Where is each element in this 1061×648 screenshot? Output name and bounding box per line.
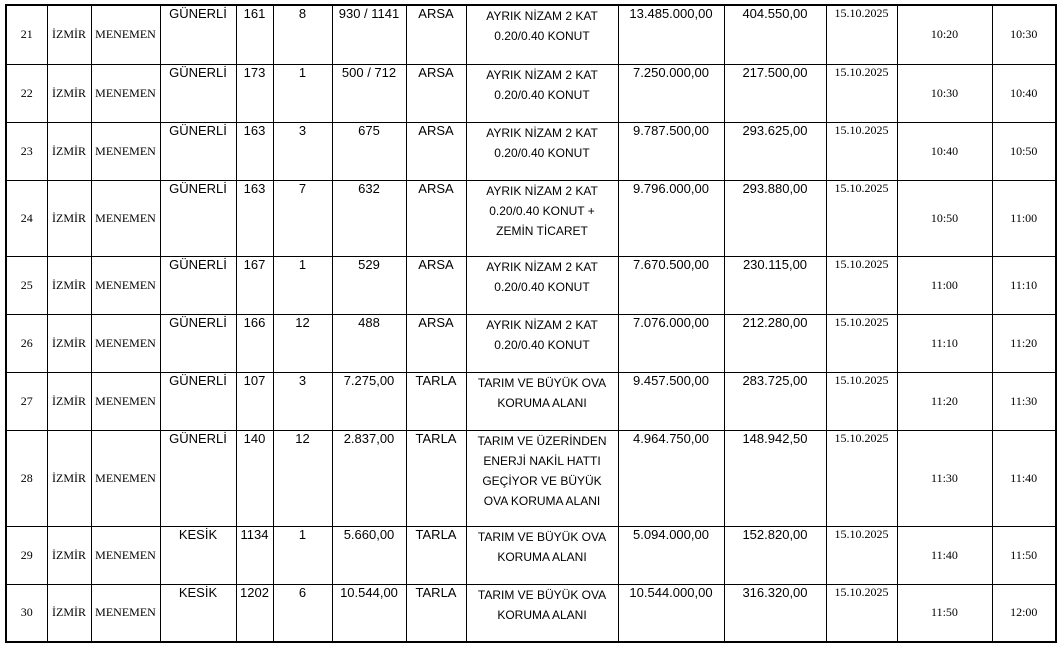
parcel-number-cell: 3 xyxy=(273,122,332,180)
area-cell: 632 xyxy=(332,180,406,256)
estimated-value-cell: 9.796.000,00 xyxy=(618,180,724,256)
guarantee-amount-cell: 293.880,00 xyxy=(724,180,826,256)
auction-date-cell: 15.10.2025 xyxy=(826,584,897,642)
area-cell: 488 xyxy=(332,314,406,372)
estimated-value-cell: 9.457.500,00 xyxy=(618,372,724,430)
start-time-cell: 10:40 xyxy=(897,122,992,180)
district-cell: MENEMEN xyxy=(91,526,160,584)
district-cell: MENEMEN xyxy=(91,64,160,122)
district-cell: MENEMEN xyxy=(91,584,160,642)
property-type-cell: TARLA xyxy=(406,372,466,430)
zoning-line: 0.20/0.40 KONUT xyxy=(494,337,590,352)
auction-date-cell: 15.10.2025 xyxy=(826,526,897,584)
end-time-cell: 11:40 xyxy=(992,430,1056,526)
end-time-cell: 10:30 xyxy=(992,5,1056,64)
zoning-status-cell xyxy=(466,256,618,314)
neighborhood-cell: GÜNERLİ xyxy=(160,180,236,256)
auction-date-cell: 15.10.2025 xyxy=(826,180,897,256)
parcel-number-cell: 8 xyxy=(273,5,332,64)
table-row xyxy=(6,584,1056,642)
end-time-cell: 11:30 xyxy=(992,372,1056,430)
block-number-cell: 107 xyxy=(236,372,273,430)
start-time-cell: 11:40 xyxy=(897,526,992,584)
zoning-line: GEÇİYOR VE BÜYÜK xyxy=(482,473,602,488)
estimated-value-cell: 4.964.750,00 xyxy=(618,430,724,526)
end-time-cell: 11:50 xyxy=(992,526,1056,584)
row-number-cell: 25 xyxy=(6,256,47,314)
auction-date-cell: 15.10.2025 xyxy=(826,5,897,64)
zoning-line: KORUMA ALANI xyxy=(497,395,587,410)
zoning-line: ENERJİ NAKİL HATTI xyxy=(483,453,601,468)
block-number-cell: 166 xyxy=(236,314,273,372)
property-type-cell: ARSA xyxy=(406,180,466,256)
zoning-status-cell xyxy=(466,5,618,64)
neighborhood-cell: GÜNERLİ xyxy=(160,5,236,64)
block-number-cell: 1202 xyxy=(236,584,273,642)
auction-date-cell: 15.10.2025 xyxy=(826,122,897,180)
table-row xyxy=(6,256,1056,314)
row-number-cell: 30 xyxy=(6,584,47,642)
area-cell: 2.837,00 xyxy=(332,430,406,526)
table-row xyxy=(6,122,1056,180)
district-cell: MENEMEN xyxy=(91,122,160,180)
neighborhood-cell: GÜNERLİ xyxy=(160,256,236,314)
province-cell: İZMİR xyxy=(47,122,91,180)
neighborhood-cell: GÜNERLİ xyxy=(160,430,236,526)
province-cell: İZMİR xyxy=(47,256,91,314)
neighborhood-cell: KESİK xyxy=(160,584,236,642)
start-time-cell: 11:00 xyxy=(897,256,992,314)
end-time-cell: 10:40 xyxy=(992,64,1056,122)
neighborhood-cell: GÜNERLİ xyxy=(160,372,236,430)
row-number-cell: 21 xyxy=(6,5,47,64)
zoning-line: AYRIK NİZAM 2 KAT xyxy=(486,67,598,82)
parcel-number-cell: 1 xyxy=(273,526,332,584)
zoning-status-cell xyxy=(466,584,618,642)
zoning-line: TARIM VE ÜZERİNDEN xyxy=(477,433,607,448)
zoning-line: AYRIK NİZAM 2 KAT xyxy=(486,317,598,332)
property-type-cell: ARSA xyxy=(406,64,466,122)
zoning-line: TARIM VE BÜYÜK OVA xyxy=(477,375,607,390)
table-row xyxy=(6,526,1056,584)
zoning-line: 0.20/0.40 KONUT xyxy=(494,145,590,160)
auction-date-cell: 15.10.2025 xyxy=(826,314,897,372)
area-cell: 5.660,00 xyxy=(332,526,406,584)
start-time-cell: 11:20 xyxy=(897,372,992,430)
province-cell: İZMİR xyxy=(47,526,91,584)
parcel-number-cell: 1 xyxy=(273,64,332,122)
province-cell: İZMİR xyxy=(47,64,91,122)
parcel-number-cell: 1 xyxy=(273,256,332,314)
auction-date-cell: 15.10.2025 xyxy=(826,64,897,122)
start-time-cell: 10:50 xyxy=(897,180,992,256)
neighborhood-cell: KESİK xyxy=(160,526,236,584)
row-number-cell: 24 xyxy=(6,180,47,256)
property-type-cell: ARSA xyxy=(406,5,466,64)
zoning-status-cell xyxy=(466,64,618,122)
zoning-status-cell xyxy=(466,430,618,526)
auction-date-cell: 15.10.2025 xyxy=(826,372,897,430)
property-type-cell: TARLA xyxy=(406,584,466,642)
auction-date-cell: 15.10.2025 xyxy=(826,256,897,314)
district-cell: MENEMEN xyxy=(91,372,160,430)
parcel-number-cell: 12 xyxy=(273,314,332,372)
estimated-value-cell: 7.670.500,00 xyxy=(618,256,724,314)
parcel-number-cell: 12 xyxy=(273,430,332,526)
row-number-cell: 27 xyxy=(6,372,47,430)
zoning-line: KORUMA ALANI xyxy=(497,549,587,564)
neighborhood-cell: GÜNERLİ xyxy=(160,314,236,372)
zoning-line: AYRIK NİZAM 2 KAT xyxy=(486,125,598,140)
district-cell: MENEMEN xyxy=(91,430,160,526)
zoning-status-cell xyxy=(466,122,618,180)
zoning-line: KORUMA ALANI xyxy=(497,607,587,622)
parcel-number-cell: 6 xyxy=(273,584,332,642)
guarantee-amount-cell: 230.115,00 xyxy=(724,256,826,314)
estimated-value-cell: 9.787.500,00 xyxy=(618,122,724,180)
zoning-status-cell xyxy=(466,314,618,372)
guarantee-amount-cell: 217.500,00 xyxy=(724,64,826,122)
zoning-line: TARIM VE BÜYÜK OVA xyxy=(477,529,607,544)
guarantee-amount-cell: 293.625,00 xyxy=(724,122,826,180)
row-number-cell: 26 xyxy=(6,314,47,372)
start-time-cell: 10:30 xyxy=(897,64,992,122)
province-cell: İZMİR xyxy=(47,584,91,642)
zoning-status-cell xyxy=(466,372,618,430)
estimated-value-cell: 7.250.000,00 xyxy=(618,64,724,122)
table-row xyxy=(6,5,1056,64)
district-cell: MENEMEN xyxy=(91,5,160,64)
start-time-cell: 10:20 xyxy=(897,5,992,64)
block-number-cell: 1134 xyxy=(236,526,273,584)
block-number-cell: 163 xyxy=(236,122,273,180)
parcel-number-cell: 3 xyxy=(273,372,332,430)
province-cell: İZMİR xyxy=(47,180,91,256)
row-number-cell: 23 xyxy=(6,122,47,180)
zoning-status-cell xyxy=(466,180,618,256)
end-time-cell: 11:20 xyxy=(992,314,1056,372)
area-cell: 7.275,00 xyxy=(332,372,406,430)
property-type-cell: TARLA xyxy=(406,526,466,584)
area-cell: 500 / 712 xyxy=(332,64,406,122)
block-number-cell: 161 xyxy=(236,5,273,64)
block-number-cell: 140 xyxy=(236,430,273,526)
estimated-value-cell: 13.485.000,00 xyxy=(618,5,724,64)
district-cell: MENEMEN xyxy=(91,180,160,256)
end-time-cell: 11:00 xyxy=(992,180,1056,256)
auction-date-cell: 15.10.2025 xyxy=(826,430,897,526)
guarantee-amount-cell: 152.820,00 xyxy=(724,526,826,584)
zoning-line: 0.20/0.40 KONUT + xyxy=(489,203,595,218)
table-row xyxy=(6,430,1056,526)
start-time-cell: 11:10 xyxy=(897,314,992,372)
area-cell: 675 xyxy=(332,122,406,180)
parcel-number-cell: 7 xyxy=(273,180,332,256)
property-type-cell: ARSA xyxy=(406,122,466,180)
zoning-line: ZEMİN TİCARET xyxy=(496,223,588,238)
province-cell: İZMİR xyxy=(47,372,91,430)
zoning-line: AYRIK NİZAM 2 KAT xyxy=(486,9,598,23)
area-cell: 930 / 1141 xyxy=(332,5,406,64)
estimated-value-cell: 10.544.000,00 xyxy=(618,584,724,642)
end-time-cell: 11:10 xyxy=(992,256,1056,314)
end-time-cell: 10:50 xyxy=(992,122,1056,180)
block-number-cell: 173 xyxy=(236,64,273,122)
guarantee-amount-cell: 316.320,00 xyxy=(724,584,826,642)
zoning-line: 0.20/0.40 KONUT xyxy=(494,29,590,43)
area-cell: 529 xyxy=(332,256,406,314)
zoning-line: OVA KORUMA ALANI xyxy=(483,493,601,508)
zoning-line: 0.20/0.40 KONUT xyxy=(494,87,590,102)
zoning-status-cell xyxy=(466,526,618,584)
province-cell: İZMİR xyxy=(47,314,91,372)
district-cell: MENEMEN xyxy=(91,314,160,372)
guarantee-amount-cell: 404.550,00 xyxy=(724,5,826,64)
table-row xyxy=(6,372,1056,430)
property-type-cell: ARSA xyxy=(406,314,466,372)
block-number-cell: 163 xyxy=(236,180,273,256)
neighborhood-cell: GÜNERLİ xyxy=(160,122,236,180)
property-type-cell: TARLA xyxy=(406,430,466,526)
auction-parcel-table xyxy=(5,4,1057,643)
zoning-line: AYRIK NİZAM 2 KAT xyxy=(486,183,598,198)
table-row xyxy=(6,180,1056,256)
district-cell: MENEMEN xyxy=(91,256,160,314)
start-time-cell: 11:30 xyxy=(897,430,992,526)
block-number-cell: 167 xyxy=(236,256,273,314)
area-cell: 10.544,00 xyxy=(332,584,406,642)
start-time-cell: 11:50 xyxy=(897,584,992,642)
row-number-cell: 28 xyxy=(6,430,47,526)
zoning-line: TARIM VE BÜYÜK OVA xyxy=(477,587,607,602)
zoning-line: 0.20/0.40 KONUT xyxy=(494,279,590,294)
neighborhood-cell: GÜNERLİ xyxy=(160,64,236,122)
estimated-value-cell: 5.094.000,00 xyxy=(618,526,724,584)
table-row xyxy=(6,314,1056,372)
zoning-line: AYRIK NİZAM 2 KAT xyxy=(486,259,598,274)
estimated-value-cell: 7.076.000,00 xyxy=(618,314,724,372)
province-cell: İZMİR xyxy=(47,5,91,64)
table-row xyxy=(6,64,1056,122)
property-type-cell: ARSA xyxy=(406,256,466,314)
guarantee-amount-cell: 283.725,00 xyxy=(724,372,826,430)
row-number-cell: 29 xyxy=(6,526,47,584)
province-cell: İZMİR xyxy=(47,430,91,526)
end-time-cell: 12:00 xyxy=(992,584,1056,642)
row-number-cell: 22 xyxy=(6,64,47,122)
guarantee-amount-cell: 212.280,00 xyxy=(724,314,826,372)
guarantee-amount-cell: 148.942,50 xyxy=(724,430,826,526)
